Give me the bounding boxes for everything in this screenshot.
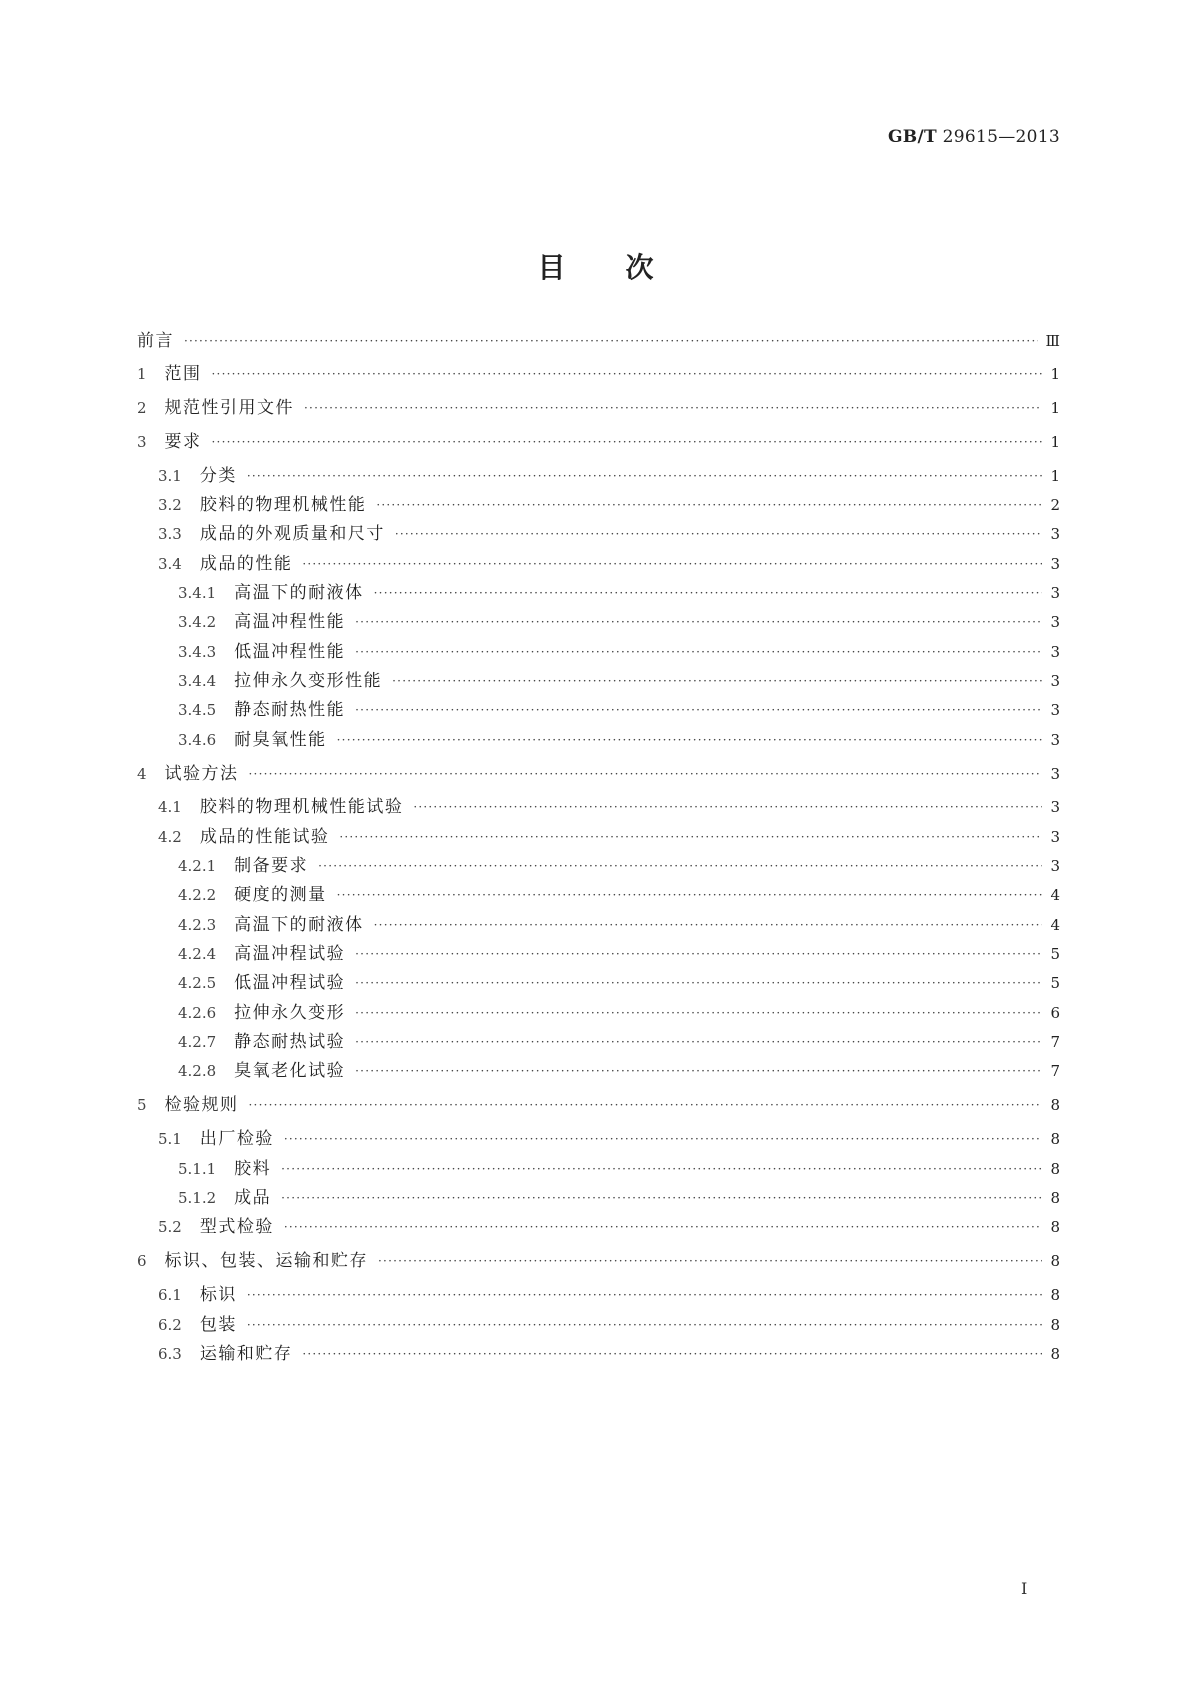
toc-entry-label: 范围 [164, 364, 202, 384]
toc-dot-leader [355, 1060, 1042, 1082]
toc-entry-label: 标识 [199, 1285, 237, 1305]
toc-entry-number: 5.1 [158, 1130, 182, 1148]
toc-entry-page: 8 [1050, 1345, 1060, 1363]
toc-entry[interactable] [137, 397, 1060, 420]
toc-dot-leader [337, 884, 1042, 906]
toc-entry-label: 静态耐热性能 [234, 700, 346, 720]
toc-entry-number: 5.1.2 [178, 1189, 217, 1207]
toc-entry-page: 3 [1050, 857, 1060, 875]
toc-entry-page: 5 [1050, 974, 1060, 992]
toc-entry-label: 拉伸永久变形 [234, 1003, 346, 1023]
toc-entry-page: 1 [1050, 365, 1060, 383]
toc-entry-label: 标识、包装、运输和贮存 [164, 1251, 369, 1271]
toc-entry-page: 5 [1050, 945, 1060, 963]
toc-entry-label: 成品的性能试验 [199, 827, 330, 847]
toc-entry-page: 3 [1050, 584, 1060, 602]
toc-dot-leader [281, 1158, 1042, 1180]
toc-entry-number: 3.4.6 [178, 731, 217, 749]
toc-entry-number: 5.2 [158, 1218, 182, 1236]
toc-entry-label: 低温冲程性能 [234, 642, 346, 662]
toc-entry[interactable] [137, 1343, 1060, 1366]
toc-entry-page: 8 [1050, 1130, 1060, 1148]
toc-entry-label: 试验方法 [164, 764, 239, 784]
toc-dot-leader [249, 763, 1042, 785]
toc-entry-number: 4.2 [158, 828, 182, 846]
toc-dot-leader [302, 1343, 1042, 1365]
standard-prefix: GB/T [887, 127, 937, 147]
toc-entry[interactable] [137, 914, 1060, 937]
toc-dot-leader [304, 397, 1042, 419]
toc-entry-label: 耐臭氧性能 [234, 730, 327, 750]
toc-dot-leader [355, 1002, 1042, 1024]
toc-entry[interactable] [137, 972, 1060, 995]
toc-entry[interactable] [137, 431, 1060, 454]
toc-entry-page: 4 [1050, 916, 1060, 934]
toc-entry-number: 3.2 [158, 496, 182, 514]
toc-entry-page: 6 [1050, 1004, 1060, 1022]
toc-entry-page: 3 [1050, 555, 1060, 573]
toc-entry[interactable] [137, 523, 1060, 546]
toc-entry-page: Ⅲ [1045, 332, 1060, 350]
toc-entry[interactable] [137, 641, 1060, 664]
toc-entry-number: 2 [137, 399, 147, 417]
toc-entry-number: 4.2.7 [178, 1033, 217, 1051]
toc-entry-label: 胶料 [234, 1159, 272, 1179]
toc-entry-label: 硬度的测量 [234, 885, 327, 905]
toc-dot-leader [284, 1216, 1042, 1238]
toc-dot-leader [247, 465, 1042, 487]
toc-dot-leader [355, 943, 1042, 965]
toc-entry-number: 5.1.1 [178, 1160, 217, 1178]
toc-entry-label: 高温冲程试验 [234, 944, 346, 964]
toc-dot-leader [374, 582, 1042, 604]
toc-entry-page: 8 [1050, 1189, 1060, 1207]
toc-entry-page: 3 [1050, 765, 1060, 783]
toc-entry[interactable] [137, 1031, 1060, 1054]
page-number: I [1021, 1579, 1028, 1598]
toc-dot-leader [355, 1031, 1042, 1053]
toc-entry[interactable] [137, 884, 1060, 907]
toc-entry-label: 低温冲程试验 [234, 973, 346, 993]
toc-dot-leader [395, 523, 1042, 545]
toc-entry-page: 8 [1050, 1316, 1060, 1334]
toc-entry-page: 1 [1050, 399, 1060, 417]
toc-entry-label: 高温下的耐液体 [234, 583, 364, 603]
toc-dot-leader [284, 1128, 1042, 1150]
toc-entry[interactable] [137, 1250, 1060, 1273]
toc-entry-number: 3.4 [158, 555, 182, 573]
toc-entry-number: 3.4.1 [178, 584, 217, 602]
toc-entry-number: 3.1 [158, 467, 182, 485]
toc-entry-page: 4 [1050, 886, 1060, 904]
standard-code [888, 127, 1060, 147]
toc-entry-label: 成品 [234, 1188, 272, 1208]
toc-entry-number: 3.4.2 [178, 613, 217, 631]
toc-entry-label: 运输和贮存 [199, 1344, 293, 1364]
toc-title: 目次 [537, 250, 714, 284]
toc-entry-page: 2 [1050, 496, 1060, 514]
toc-entry-label: 拉伸永久变形性能 [234, 671, 383, 691]
toc-entry-label: 包装 [199, 1315, 237, 1335]
toc-entry-number: 6.2 [158, 1316, 182, 1334]
toc-entry-number: 3.3 [158, 525, 182, 543]
toc-dot-leader [337, 729, 1042, 751]
toc-entry[interactable] [137, 611, 1060, 634]
toc-entry-label: 高温冲程性能 [234, 612, 346, 632]
toc-entry-page: 8 [1050, 1160, 1060, 1178]
toc-entry[interactable] [137, 1060, 1060, 1083]
toc-entry-number: 5 [137, 1096, 147, 1114]
toc-dot-leader [376, 494, 1042, 516]
toc-entry-page: 7 [1050, 1062, 1060, 1080]
toc-entry[interactable] [137, 1314, 1060, 1337]
toc-entry-page: 3 [1050, 731, 1060, 749]
toc-entry-page: 1 [1050, 467, 1060, 485]
toc-dot-leader [355, 699, 1042, 721]
toc-entry[interactable] [137, 855, 1060, 878]
toc-dot-leader [249, 1094, 1042, 1116]
toc-entry-page: 3 [1050, 525, 1060, 543]
toc-dot-leader [374, 914, 1042, 936]
toc-entry-label: 分类 [199, 466, 237, 486]
toc-entry-page: 3 [1050, 672, 1060, 690]
toc-entry-page: 8 [1050, 1218, 1060, 1236]
toc-entry-page: 8 [1050, 1286, 1060, 1304]
toc-entry-number: 6.3 [158, 1345, 182, 1363]
toc-entry-number: 4.2.4 [178, 945, 217, 963]
toc-entry-page: 8 [1050, 1252, 1060, 1270]
toc-dot-leader [413, 796, 1042, 818]
toc-dot-leader [378, 1250, 1042, 1272]
toc-dot-leader [355, 611, 1042, 633]
toc-entry-page: 3 [1050, 643, 1060, 661]
toc-entry-number: 4.1 [158, 798, 182, 816]
toc-entry-number: 6.1 [158, 1286, 182, 1304]
toc-entry-number: 3.4.5 [178, 701, 217, 719]
toc-entry[interactable] [137, 330, 1060, 353]
toc-entry-number: 3.4.4 [178, 672, 217, 690]
toc-entry-page: 7 [1050, 1033, 1060, 1051]
toc-entry[interactable] [137, 729, 1060, 752]
toc-entry[interactable] [137, 363, 1060, 386]
toc-entry-page: 3 [1050, 828, 1060, 846]
toc-entry-number: 4 [137, 765, 147, 783]
toc-entry-label: 胶料的物理机械性能 [199, 495, 367, 515]
toc-entry-page: 3 [1050, 798, 1060, 816]
toc-entry-label: 要求 [164, 432, 202, 452]
toc-dot-leader [355, 972, 1042, 994]
toc-entry-label: 静态耐热试验 [234, 1032, 346, 1052]
toc-entry-label: 型式检验 [199, 1217, 274, 1237]
toc-entry[interactable] [137, 670, 1060, 693]
toc-entry-number: 6 [137, 1252, 147, 1270]
toc-dot-leader [247, 1314, 1042, 1336]
toc-entry-number: 3.4.3 [178, 643, 217, 661]
toc-entry[interactable] [137, 582, 1060, 605]
toc-entry[interactable] [137, 1216, 1060, 1239]
toc-dot-leader [302, 553, 1042, 575]
toc-entry-number: 4.2.1 [178, 857, 217, 875]
toc-entry[interactable] [137, 1002, 1060, 1025]
toc-entry-number: 4.2.3 [178, 916, 217, 934]
toc-entry-label: 高温下的耐液体 [234, 915, 364, 935]
toc-entry-number: 4.2.5 [178, 974, 217, 992]
toc-entry-number: 1 [137, 365, 147, 383]
toc-entry[interactable] [137, 1094, 1060, 1117]
toc-entry-label: 胶料的物理机械性能试验 [199, 797, 404, 817]
toc-dot-leader [339, 826, 1042, 848]
toc-entry-page: 3 [1050, 613, 1060, 631]
toc-dot-leader [212, 431, 1042, 453]
toc-entry-label: 成品的外观质量和尺寸 [199, 524, 385, 544]
toc-entry-label: 臭氧老化试验 [234, 1061, 346, 1081]
toc-dot-leader [184, 330, 1038, 352]
toc-entry[interactable] [137, 465, 1060, 488]
toc-entry[interactable] [137, 796, 1060, 819]
toc-entry-number: 3 [137, 433, 147, 451]
standard-number: 29615—2013 [936, 127, 1060, 147]
toc-entry[interactable] [137, 763, 1060, 786]
toc-dot-leader [318, 855, 1042, 877]
toc-dot-leader [392, 670, 1042, 692]
toc-entry-page: 3 [1050, 701, 1060, 719]
toc-entry[interactable] [137, 1158, 1060, 1181]
toc-entry[interactable] [137, 826, 1060, 849]
toc-entry-label: 成品的性能 [199, 554, 293, 574]
toc-entry-label: 制备要求 [234, 856, 309, 876]
toc-entry[interactable] [137, 699, 1060, 722]
toc-entry[interactable] [137, 553, 1060, 576]
toc-entry-page: 1 [1050, 433, 1060, 451]
toc-entry[interactable] [137, 1128, 1060, 1151]
toc-dot-leader [355, 641, 1042, 663]
toc-entry-label: 规范性引用文件 [164, 398, 295, 418]
toc-dot-leader [212, 363, 1042, 385]
toc-entry-page: 8 [1050, 1096, 1060, 1114]
toc-entry-number: 4.2.2 [178, 886, 217, 904]
toc-dot-leader [247, 1284, 1042, 1306]
toc-dot-leader [281, 1187, 1042, 1209]
toc-entry[interactable] [137, 1187, 1060, 1210]
toc-entry[interactable] [137, 494, 1060, 517]
toc-entry-label: 检验规则 [164, 1095, 239, 1115]
toc-entry-label: 出厂检验 [199, 1129, 274, 1149]
toc-entry[interactable] [137, 1284, 1060, 1307]
toc-entry-label: 前言 [137, 331, 174, 351]
toc-entry-number: 4.2.8 [178, 1062, 217, 1080]
toc-entry-number: 4.2.6 [178, 1004, 217, 1022]
toc-entry[interactable] [137, 943, 1060, 966]
